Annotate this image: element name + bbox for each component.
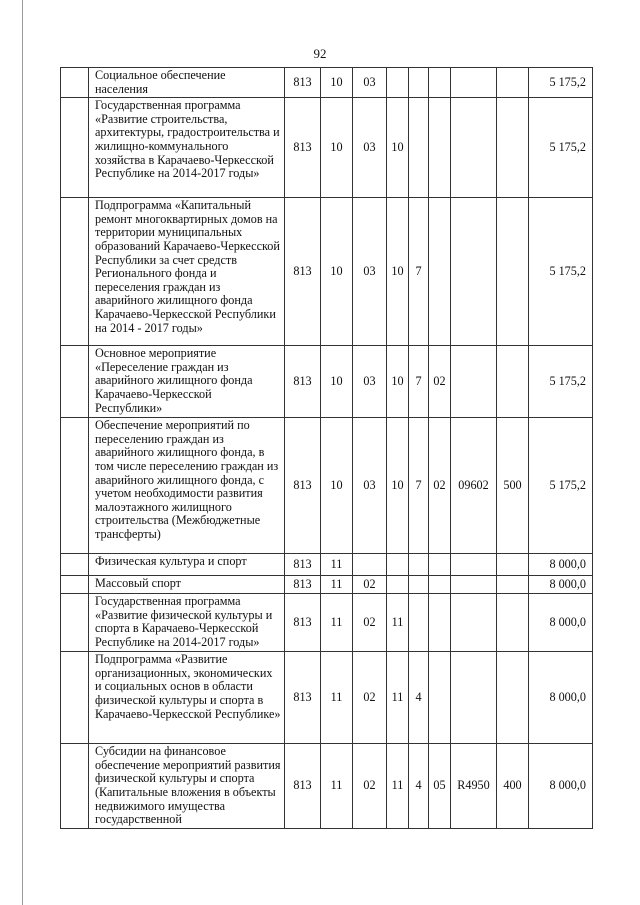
- row-name: Подпрограмма «Капитальный ремонт многоквартирных домов на территории муниципальных образований Карачаево-Черкесской Республики за счет средств Регионального фонда и переселения граждан из аварийного жилищного фонда Карачаево-Черкесской Республики на 2014 - 2017 годы»: [89, 198, 285, 346]
- row-name: Обеспечение мероприятий по переселению граждан из аварийного жилищного фонда, в том числе переселению граждан из аварийного жилищного фонда, с учетом необходимости развития малоэтажного жилищного строительства (Межбюджетные трансферты): [89, 418, 285, 554]
- program-code: 11: [387, 594, 409, 652]
- direction-code: [451, 594, 497, 652]
- activity-code: 02: [429, 418, 451, 554]
- program-code: 11: [387, 744, 409, 829]
- subprogram-code: 7: [409, 346, 429, 418]
- activity-code: 05: [429, 744, 451, 829]
- program-code: 10: [387, 98, 409, 198]
- amount: 8 000,0: [529, 594, 593, 652]
- row-name: Основное мероприятие «Переселение граждан из аварийного жилищного фонда Карачаево-Черкесской Республики»: [89, 346, 285, 418]
- activity-code: [429, 594, 451, 652]
- program-code: [387, 68, 409, 98]
- activity-code: [429, 198, 451, 346]
- expense-type-code: [497, 68, 529, 98]
- row-name: Государственная программа «Развитие физической культуры и спорта в Карачаево-Черкесской Республике на 2014-2017 годы»: [89, 594, 285, 652]
- table-row: [61, 594, 593, 652]
- amount: 8 000,0: [529, 576, 593, 594]
- amount: 5 175,2: [529, 418, 593, 554]
- program-code: 10: [387, 418, 409, 554]
- row-name: Массовый спорт: [89, 576, 285, 594]
- blank-cell: [61, 576, 89, 594]
- amount: 5 175,2: [529, 98, 593, 198]
- subsection-code: 02: [353, 594, 387, 652]
- subprogram-code: 7: [409, 418, 429, 554]
- ved-code: 813: [285, 346, 321, 418]
- row-name: Подпрограмма «Развитие организационных, экономических и социальных основ в области физической культуры и спорта в Карачаево-Черкесской Республике»: [89, 652, 285, 744]
- page-edge-line: [22, 0, 23, 905]
- ved-code: 813: [285, 554, 321, 576]
- blank-cell: [61, 744, 89, 829]
- table-row: [61, 652, 593, 744]
- blank-cell: [61, 346, 89, 418]
- ved-code: 813: [285, 594, 321, 652]
- section-code: 10: [321, 68, 353, 98]
- ved-code: 813: [285, 418, 321, 554]
- subprogram-code: [409, 594, 429, 652]
- activity-code: 02: [429, 346, 451, 418]
- subprogram-code: [409, 554, 429, 576]
- section-code: 11: [321, 554, 353, 576]
- ved-code: 813: [285, 68, 321, 98]
- page-number: 92: [313, 46, 327, 61]
- amount: 8 000,0: [529, 652, 593, 744]
- direction-code: [451, 98, 497, 198]
- program-code: [387, 576, 409, 594]
- section-code: 10: [321, 198, 353, 346]
- direction-code: [451, 576, 497, 594]
- blank-cell: [61, 652, 89, 744]
- row-name: Государственная программа «Развитие строительства, архитектуры, градостроительства и жилищно-коммунального хозяйства в Карачаево-Черкесской Республике на 2014-2017 годы»: [89, 98, 285, 198]
- row-name: Социальное обеспечение населения: [89, 68, 285, 98]
- subprogram-code: 4: [409, 652, 429, 744]
- blank-cell: [61, 554, 89, 576]
- direction-code: [451, 68, 497, 98]
- ved-code: 813: [285, 98, 321, 198]
- activity-code: [429, 652, 451, 744]
- ved-code: 813: [285, 198, 321, 346]
- amount: 8 000,0: [529, 744, 593, 829]
- table-row: [61, 576, 593, 594]
- subsection-code: [353, 554, 387, 576]
- subsection-code: 02: [353, 652, 387, 744]
- section-code: 11: [321, 652, 353, 744]
- table-body: [61, 68, 593, 829]
- subprogram-code: [409, 68, 429, 98]
- subsection-code: 02: [353, 744, 387, 829]
- expense-type-code: [497, 98, 529, 198]
- direction-code: [451, 652, 497, 744]
- row-name: Субсидии на финансовое обеспечение мероприятий развития физической культуры и спорта (Капитальные вложения в объекты недвижимого имущества государственной: [89, 744, 285, 829]
- table-row: [61, 98, 593, 198]
- ved-code: 813: [285, 576, 321, 594]
- subsection-code: 03: [353, 68, 387, 98]
- expense-type-code: [497, 346, 529, 418]
- subsection-code: 03: [353, 198, 387, 346]
- table-row: [61, 554, 593, 576]
- table-row: [61, 418, 593, 554]
- section-code: 11: [321, 576, 353, 594]
- blank-cell: [61, 594, 89, 652]
- activity-code: [429, 98, 451, 198]
- subprogram-code: 4: [409, 744, 429, 829]
- budget-table: [60, 67, 593, 829]
- blank-cell: [61, 418, 89, 554]
- section-code: 10: [321, 346, 353, 418]
- expense-type-code: [497, 576, 529, 594]
- ved-code: 813: [285, 652, 321, 744]
- section-code: 10: [321, 418, 353, 554]
- ved-code: 813: [285, 744, 321, 829]
- table-row: [61, 198, 593, 346]
- direction-code: [451, 554, 497, 576]
- row-name: Физическая культура и спорт: [89, 554, 285, 576]
- subprogram-code: [409, 576, 429, 594]
- direction-code: R4950: [451, 744, 497, 829]
- expense-type-code: 400: [497, 744, 529, 829]
- program-code: 10: [387, 346, 409, 418]
- activity-code: [429, 554, 451, 576]
- subprogram-code: 7: [409, 198, 429, 346]
- section-code: 11: [321, 594, 353, 652]
- blank-cell: [61, 98, 89, 198]
- subsection-code: 03: [353, 346, 387, 418]
- activity-code: [429, 576, 451, 594]
- program-code: 11: [387, 652, 409, 744]
- section-code: 11: [321, 744, 353, 829]
- direction-code: [451, 198, 497, 346]
- direction-code: 09602: [451, 418, 497, 554]
- expense-type-code: [497, 594, 529, 652]
- subsection-code: 03: [353, 98, 387, 198]
- section-code: 10: [321, 98, 353, 198]
- expense-type-code: 500: [497, 418, 529, 554]
- direction-code: [451, 346, 497, 418]
- subprogram-code: [409, 98, 429, 198]
- expense-type-code: [497, 554, 529, 576]
- table-row: [61, 346, 593, 418]
- amount: 8 000,0: [529, 554, 593, 576]
- table-row: [61, 68, 593, 98]
- amount: 5 175,2: [529, 68, 593, 98]
- expense-type-code: [497, 652, 529, 744]
- program-code: 10: [387, 198, 409, 346]
- subsection-code: 03: [353, 418, 387, 554]
- expense-type-code: [497, 198, 529, 346]
- blank-cell: [61, 68, 89, 98]
- amount: 5 175,2: [529, 346, 593, 418]
- blank-cell: [61, 198, 89, 346]
- program-code: [387, 554, 409, 576]
- subsection-code: 02: [353, 576, 387, 594]
- amount: 5 175,2: [529, 198, 593, 346]
- activity-code: [429, 68, 451, 98]
- table-row: [61, 744, 593, 829]
